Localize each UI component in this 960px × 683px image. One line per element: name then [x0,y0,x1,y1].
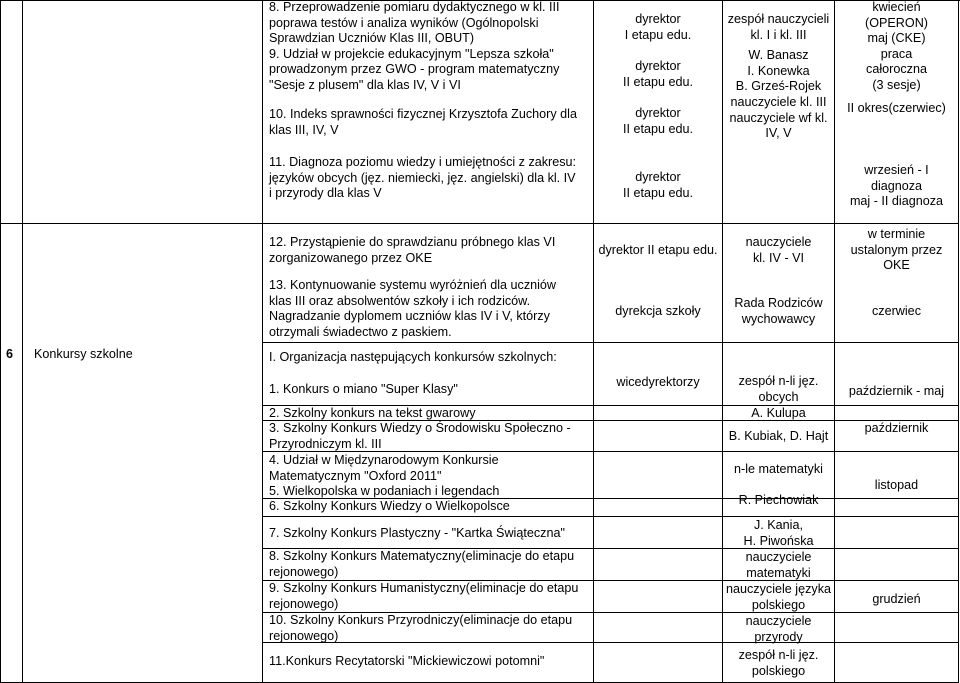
row-divider [834,498,958,499]
contest-executor: nauczyciele przyrody [745,614,812,644]
contest-term: grudzień [872,592,921,606]
term-cell: kwiecień (OPERON) maj (CKE) praca całoroczna (3 sesje) II okres(czerwiec) [847,0,946,115]
contest-item: 1. Konkurs o miano "Super Klasy" [269,382,458,396]
contest-item: 2. Szkolny konkurs na tekst gwarowy [269,406,476,420]
table-right-border [958,0,959,683]
contest-item: 4. Udział w Międzynarodowym Konkursie Matematycznym "Oxford 2011" [269,453,499,483]
contest-item: 11.Konkurs Recytatorski "Mickiewiczowi potomni" [269,654,545,668]
task-10: 10. Indeks sprawności fizycznej Krzysztofa Zuchory dla klas III, IV, V [269,107,577,137]
task-13: 13. Kontynuowanie systemu wyróżnień dla uczniów klas III oraz absolwentów szkoły i ich rodziców. Nagradzanie dyplomem uczniów klas IV i V, którzy otrzymali świadectwo z paskiem. [269,278,557,339]
task-12: 12. Przystąpienie do sprawdzianu próbnego klas VI zorganizowanego przez OKE [269,235,556,265]
task-11: 11. Diagnoza poziomu wiedzy i umiejętności z zakresu: języków obcych (jęz. niemiecki, jęz. angielski) dla kl. IV i przyrody dla klas V [269,155,577,201]
contest-term: listopad [874,478,919,492]
executor-cell: nauczyciele kl. IV - VI [745,235,812,265]
contest-item: 6. Szkolny Konkurs Wiedzy o Wielkopolsce [269,499,510,513]
responsible-cell: dyrektor I etapu edu. dyrektor II etapu edu. dyrektor II etapu edu. [622,12,694,136]
contest-executor: A. Kulupa [751,406,806,420]
number-column-divider [22,0,23,683]
contest-executor: B. Kubiak, D. Hajt [728,429,829,443]
contest-term: październik [864,421,929,435]
term-cell: czerwiec [872,304,921,318]
contest-item: 10. Szkolny Konkurs Przyrodniczy(eliminacje do etapu rejonowego) [269,613,573,643]
contest-item: 7. Szkolny Konkurs Plastyczny - "Kartka Świąteczna" [269,526,565,540]
row-divider [262,516,958,517]
contest-executor: nauczyciele języka polskiego [726,582,831,612]
section-title: Konkursy szkolne [34,347,133,361]
responsible-cell: dyrektor II etapu edu. [622,170,694,200]
contest-item: 9. Szkolny Konkurs Humanistyczny(eliminacje do etapu rejonowego) [269,581,579,611]
responsible-cell: dyrektor II etapu edu. [598,243,718,257]
contest-executor: J. Kania, H. Piwońska [743,518,814,548]
contest-executor: zespół n-li jęz. obcych [738,374,819,404]
contest-executor: R. Piechowiak [738,493,819,507]
contest-executor: n-le matematyki [734,462,823,476]
section-number: 6 [6,347,14,361]
table-left-border [0,0,1,683]
contest-header: I. Organizacja następujących konkursów szkolnych: [269,350,557,364]
contest-executor: nauczyciele matematyki [745,550,812,580]
task-8-9: 8. Przeprowadzenie pomiaru dydaktycznego w kl. III poprawa testów i analiza wyników (Ogólnopolski Sprawdzian Uczniów Klas III, OBUT) 9. Udział w projekcie edukacyjnym "Lepsza szkoła" prowadzonym przez GWO - program matematyczny "Sesje z plusem" dla klas IV, V i VI [269,0,560,92]
row-divider [834,405,958,406]
contest-executor: zespół n-li jęz. polskiego [738,648,819,678]
term-cell: w terminie ustalonym przez OKE [850,227,943,273]
row-divider [0,223,958,224]
contest-item: 3. Szkolny Konkurs Wiedzy o Środowisku Społeczno - Przyrodniczym kl. III [269,421,571,451]
contest-responsible: wicedyrektorzy [616,375,700,389]
row-divider [262,342,958,343]
executor-cell: Rada Rodziców wychowawcy [734,296,823,326]
term-cell: wrzesień - I diagnoza maj - II diagnoza [849,163,944,209]
contest-term: październik - maj [848,384,945,398]
contest-item: 5. Wielkopolska w podaniach i legendach [269,484,500,498]
responsible-cell: dyrekcja szkoły [615,304,701,318]
contest-item: 8. Szkolny Konkurs Matematyczny(eliminacje do etapu rejonowego) [269,549,575,579]
executor-cell: zespół nauczycieli kl. I i kl. III W. Banasz I. Konewka B. Grześ-Rojek nauczyciele kl. III nauczyciele wf kl. IV, V [727,12,830,141]
